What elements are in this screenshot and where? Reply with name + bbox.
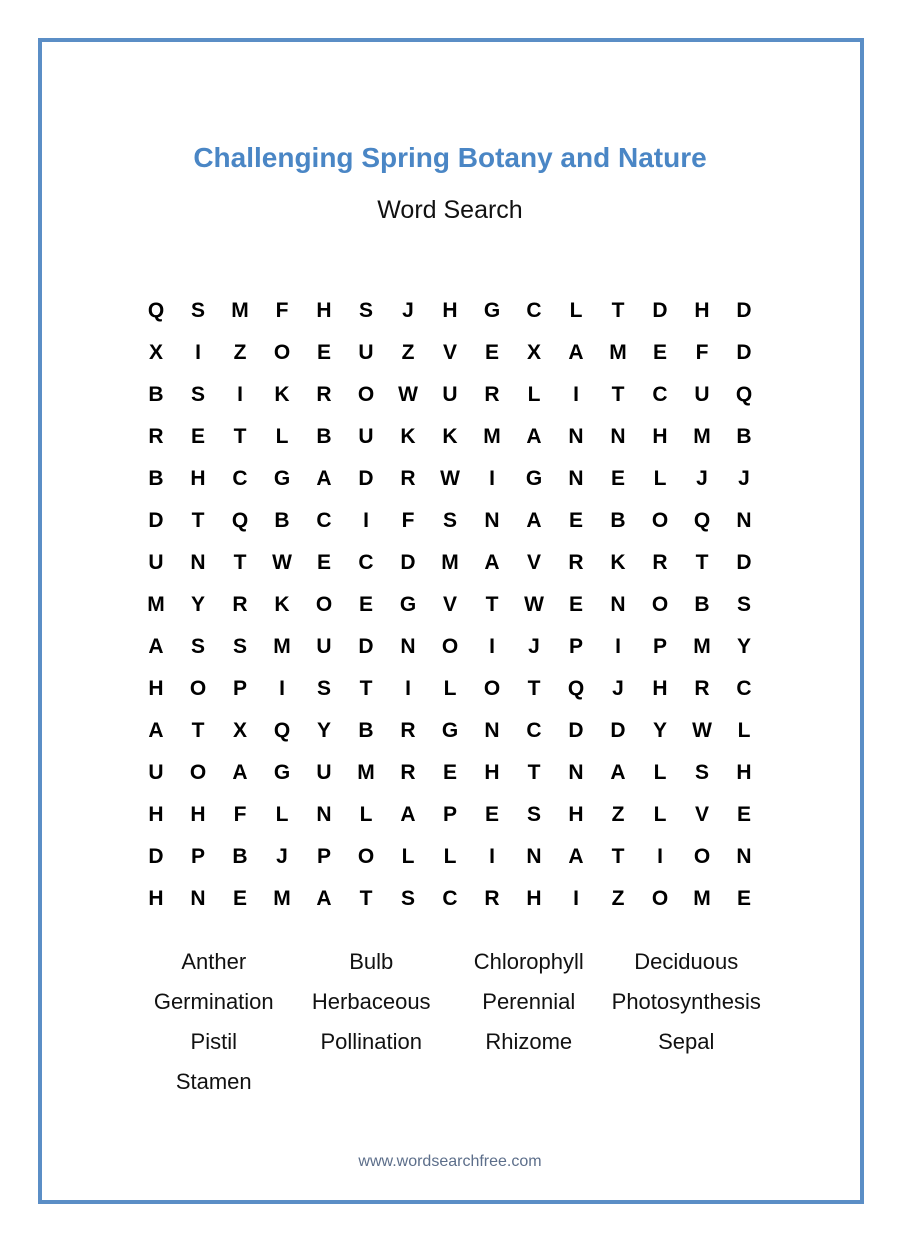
grid-cell: I (405, 677, 411, 700)
grid-cell: L (653, 761, 667, 784)
grid-cell: Q (273, 719, 291, 742)
grid-cell: N (484, 509, 500, 532)
grid-cell: T (695, 551, 709, 574)
grid-cell: H (652, 677, 668, 700)
grid-cell: A (316, 887, 332, 910)
grid-cell: H (568, 803, 584, 826)
grid-cell: H (316, 299, 332, 322)
grid-cell: E (484, 341, 499, 364)
grid-cell: B (232, 845, 248, 868)
grid-row (135, 332, 765, 374)
grid-cell: C (526, 719, 542, 742)
word-list-item: Photosynthesis (611, 989, 761, 1014)
grid-cell: M (693, 425, 711, 448)
grid-cell: Q (231, 509, 249, 532)
grid-cell: A (526, 425, 542, 448)
grid-cell: F (695, 341, 709, 364)
grid-cell: L (443, 845, 457, 868)
grid-cell: J (528, 635, 540, 658)
grid-cell: Z (611, 887, 625, 910)
grid-cell: C (232, 467, 248, 490)
grid-cell: R (232, 593, 248, 616)
grid-cell: W (524, 593, 544, 616)
word-list-item: Stamen (175, 1069, 252, 1094)
grid-cell: B (148, 467, 164, 490)
grid-cell: G (273, 467, 291, 490)
grid-cell: P (652, 635, 667, 658)
word-list-item: Deciduous (634, 949, 739, 974)
word-list (135, 942, 765, 1102)
grid-cell: C (526, 299, 542, 322)
grid-cell: R (484, 887, 500, 910)
grid-cell: M (273, 887, 291, 910)
grid-cell: F (233, 803, 247, 826)
grid-row (135, 710, 765, 752)
grid-cell: A (568, 341, 584, 364)
grid-cell: S (190, 383, 205, 406)
grid-row (135, 542, 765, 584)
grid-cell: C (736, 677, 752, 700)
grid-cell: L (653, 803, 667, 826)
grid-cell: E (736, 887, 751, 910)
grid-cell: M (231, 299, 249, 322)
word-list-item: Germination (153, 989, 274, 1014)
grid-row (135, 500, 765, 542)
grid-cell: P (442, 803, 457, 826)
grid-cell: U (148, 761, 164, 784)
grid-cell: Q (567, 677, 585, 700)
word-list-item: Pistil (190, 1029, 237, 1054)
word-list-item: Sepal (658, 1029, 715, 1054)
grid-cell: D (610, 719, 626, 742)
grid-cell: I (573, 887, 579, 910)
grid-cell: R (694, 677, 710, 700)
grid-cell: L (527, 383, 541, 406)
grid-cell: V (526, 551, 541, 574)
grid-cell: E (232, 887, 247, 910)
grid-cell: R (148, 425, 164, 448)
grid-cell: I (489, 845, 495, 868)
grid-cell: R (400, 467, 416, 490)
grid-cell: K (610, 551, 626, 574)
grid-cell: Z (233, 341, 247, 364)
grid-cell: H (190, 803, 206, 826)
grid-cell: O (651, 593, 669, 616)
grid-cell: N (610, 425, 626, 448)
grid-cell: O (315, 593, 333, 616)
grid-cell: S (316, 677, 331, 700)
grid-cell: T (527, 677, 541, 700)
grid-cell: W (398, 383, 418, 406)
grid-cell: I (237, 383, 243, 406)
grid-cell: M (609, 341, 627, 364)
grid-row (135, 752, 765, 794)
grid-cell: S (736, 593, 751, 616)
grid-cell: Q (735, 383, 753, 406)
grid-cell: U (316, 761, 332, 784)
grid-cell: D (736, 341, 752, 364)
grid-cell: R (652, 551, 668, 574)
grid-cell: F (401, 509, 415, 532)
footer-url[interactable]: www.wordsearchfree.com (358, 1153, 542, 1170)
grid-cell: D (400, 551, 416, 574)
grid-cell: T (611, 845, 625, 868)
grid-cell: B (274, 509, 290, 532)
grid-cell: M (147, 593, 165, 616)
grid-cell: T (359, 677, 373, 700)
grid-cell: O (651, 509, 669, 532)
grid-cell: Z (611, 803, 625, 826)
grid-cell: H (526, 887, 542, 910)
grid-cell: K (274, 383, 290, 406)
grid-cell: N (316, 803, 332, 826)
grid-cell: H (148, 887, 164, 910)
grid-row (135, 878, 765, 920)
grid-cell: C (442, 887, 458, 910)
grid-cell: J (738, 467, 750, 490)
grid-cell: T (611, 299, 625, 322)
grid-cell: M (483, 425, 501, 448)
grid-cell: M (273, 635, 291, 658)
grid-cell: T (527, 761, 541, 784)
grid-cell: O (651, 887, 669, 910)
grid-cell: S (232, 635, 247, 658)
grid-cell: P (568, 635, 583, 658)
grid-cell: S (190, 635, 205, 658)
grid-cell: R (316, 383, 332, 406)
grid-cell: I (657, 845, 663, 868)
grid-cell: O (357, 383, 375, 406)
grid-cell: I (573, 383, 579, 406)
grid-cell: N (610, 593, 626, 616)
grid-cell: A (316, 467, 332, 490)
grid-cell: A (232, 761, 248, 784)
grid-cell: R (568, 551, 584, 574)
grid-cell: I (615, 635, 621, 658)
grid-cell: S (442, 509, 457, 532)
grid-row (135, 584, 765, 626)
grid-cell: B (610, 509, 626, 532)
grid-cell: R (400, 719, 416, 742)
grid-cell: T (233, 551, 247, 574)
grid-cell: D (358, 635, 374, 658)
grid-cell: L (275, 425, 289, 448)
grid-cell: X (526, 341, 541, 364)
grid-cell: N (400, 635, 416, 658)
grid-cell: D (148, 509, 164, 532)
grid-cell: D (736, 551, 752, 574)
grid-cell: S (400, 887, 415, 910)
grid-cell: D (148, 845, 164, 868)
grid-row (135, 668, 765, 710)
grid-cell: B (694, 593, 710, 616)
grid-cell: N (568, 467, 584, 490)
grid-cell: H (652, 425, 668, 448)
grid-cell: A (526, 509, 542, 532)
word-list-item: Herbaceous (311, 989, 431, 1014)
grid-cell: A (568, 845, 584, 868)
grid-cell: M (441, 551, 459, 574)
grid-cell: D (568, 719, 584, 742)
grid-cell: P (316, 845, 331, 868)
grid-cell: V (442, 593, 457, 616)
grid-cell: E (568, 593, 583, 616)
grid-cell: P (232, 677, 247, 700)
grid-cell: U (316, 635, 332, 658)
grid-cell: W (692, 719, 712, 742)
grid-cell: G (441, 719, 459, 742)
grid-cell: H (442, 299, 458, 322)
grid-cell: T (233, 425, 247, 448)
grid-cell: A (484, 551, 500, 574)
grid-cell: Y (316, 719, 331, 742)
page-subtitle: Word Search (377, 196, 523, 224)
grid-cell: E (610, 467, 625, 490)
grid-cell: K (400, 425, 416, 448)
word-list-item: Pollination (320, 1029, 422, 1054)
grid-cell: U (358, 425, 374, 448)
grid-cell: Z (401, 341, 415, 364)
word-list-item: Chlorophyll (473, 949, 584, 974)
grid-cell: L (275, 803, 289, 826)
grid-cell: Y (190, 593, 205, 616)
grid-cell: H (694, 299, 710, 322)
grid-cell: S (358, 299, 373, 322)
grid-cell: T (191, 719, 205, 742)
grid-cell: U (694, 383, 710, 406)
word-list-item: Perennial (482, 989, 576, 1014)
grid-cell: F (275, 299, 289, 322)
grid-cell: S (694, 761, 709, 784)
grid-cell: I (195, 341, 201, 364)
grid-cell: Y (736, 635, 751, 658)
grid-cell: T (359, 887, 373, 910)
grid-cell: T (485, 593, 499, 616)
grid-cell: B (358, 719, 374, 742)
grid-cell: B (316, 425, 332, 448)
grid-cell: O (189, 677, 207, 700)
grid-row (135, 458, 765, 500)
grid-cell: O (441, 635, 459, 658)
word-list-item: Rhizome (485, 1029, 573, 1054)
grid-cell: W (440, 467, 460, 490)
grid-row (135, 836, 765, 878)
grid-cell: M (693, 887, 711, 910)
grid-cell: N (190, 887, 206, 910)
grid-cell: G (483, 299, 501, 322)
grid-cell: I (363, 509, 369, 532)
grid-cell: J (276, 845, 288, 868)
grid-cell: N (526, 845, 542, 868)
grid-cell: L (569, 299, 583, 322)
grid-cell: U (148, 551, 164, 574)
grid-cell: Y (652, 719, 667, 742)
grid-cell: C (652, 383, 668, 406)
grid-cell: I (489, 635, 495, 658)
grid-cell: N (568, 425, 584, 448)
grid-cell: V (694, 803, 709, 826)
grid-cell: O (189, 761, 207, 784)
word-list-item: Anther (181, 949, 247, 974)
grid-cell: L (737, 719, 751, 742)
grid-cell: N (736, 845, 752, 868)
letter-grid (135, 290, 765, 920)
grid-cell: A (148, 635, 164, 658)
grid-cell: G (525, 467, 543, 490)
grid-cell: L (653, 467, 667, 490)
grid-cell: X (148, 341, 163, 364)
grid-cell: N (568, 761, 584, 784)
grid-cell: V (442, 341, 457, 364)
grid-cell: Q (147, 299, 165, 322)
grid-cell: H (148, 677, 164, 700)
grid-cell: E (568, 509, 583, 532)
grid-cell: C (358, 551, 374, 574)
page-title: Challenging Spring Botany and Nature (193, 142, 707, 173)
grid-cell: S (190, 299, 205, 322)
grid-cell: O (357, 845, 375, 868)
grid-cell: O (693, 845, 711, 868)
grid-cell: B (736, 425, 752, 448)
grid-row (135, 794, 765, 836)
grid-cell: K (442, 425, 458, 448)
grid-cell: E (736, 803, 751, 826)
grid-cell: A (148, 719, 164, 742)
grid-cell: O (273, 341, 291, 364)
grid-cell: M (693, 635, 711, 658)
grid-cell: O (483, 677, 501, 700)
grid-row (135, 416, 765, 458)
grid-cell: H (148, 803, 164, 826)
grid-cell: I (489, 467, 495, 490)
grid-cell: G (273, 761, 291, 784)
grid-cell: L (401, 845, 415, 868)
grid-cell: E (442, 761, 457, 784)
grid-cell: A (610, 761, 626, 784)
grid-row (135, 290, 765, 332)
grid-cell: B (148, 383, 164, 406)
grid-cell: J (402, 299, 414, 322)
grid-cell: S (526, 803, 541, 826)
grid-cell: H (736, 761, 752, 784)
grid-cell: T (611, 383, 625, 406)
grid-cell: E (190, 425, 205, 448)
grid-row (135, 626, 765, 668)
grid-cell: J (612, 677, 624, 700)
grid-cell: I (279, 677, 285, 700)
grid-cell: D (358, 467, 374, 490)
grid-cell: E (316, 551, 331, 574)
grid-cell: N (484, 719, 500, 742)
grid-cell: E (652, 341, 667, 364)
grid-cell: D (736, 299, 752, 322)
grid-cell: L (443, 677, 457, 700)
grid-cell: P (190, 845, 205, 868)
grid-cell: D (652, 299, 668, 322)
grid-cell: E (484, 803, 499, 826)
grid-cell: R (400, 761, 416, 784)
grid-cell: N (190, 551, 206, 574)
grid-cell: U (358, 341, 374, 364)
grid-cell: W (272, 551, 292, 574)
grid-cell: N (736, 509, 752, 532)
grid-cell: Q (693, 509, 711, 532)
grid-cell: K (274, 593, 290, 616)
grid-cell: A (400, 803, 416, 826)
grid-cell: J (696, 467, 708, 490)
grid-cell: T (191, 509, 205, 532)
grid-cell: X (232, 719, 247, 742)
grid-cell: H (190, 467, 206, 490)
word-list-item: Bulb (349, 949, 394, 974)
grid-cell: U (442, 383, 458, 406)
grid-cell: L (359, 803, 373, 826)
grid-cell: E (316, 341, 331, 364)
grid-cell: H (484, 761, 500, 784)
grid-cell: M (357, 761, 375, 784)
grid-cell: G (399, 593, 417, 616)
grid-cell: R (484, 383, 500, 406)
grid-cell: C (316, 509, 332, 532)
grid-row (135, 374, 765, 416)
grid-cell: E (358, 593, 373, 616)
